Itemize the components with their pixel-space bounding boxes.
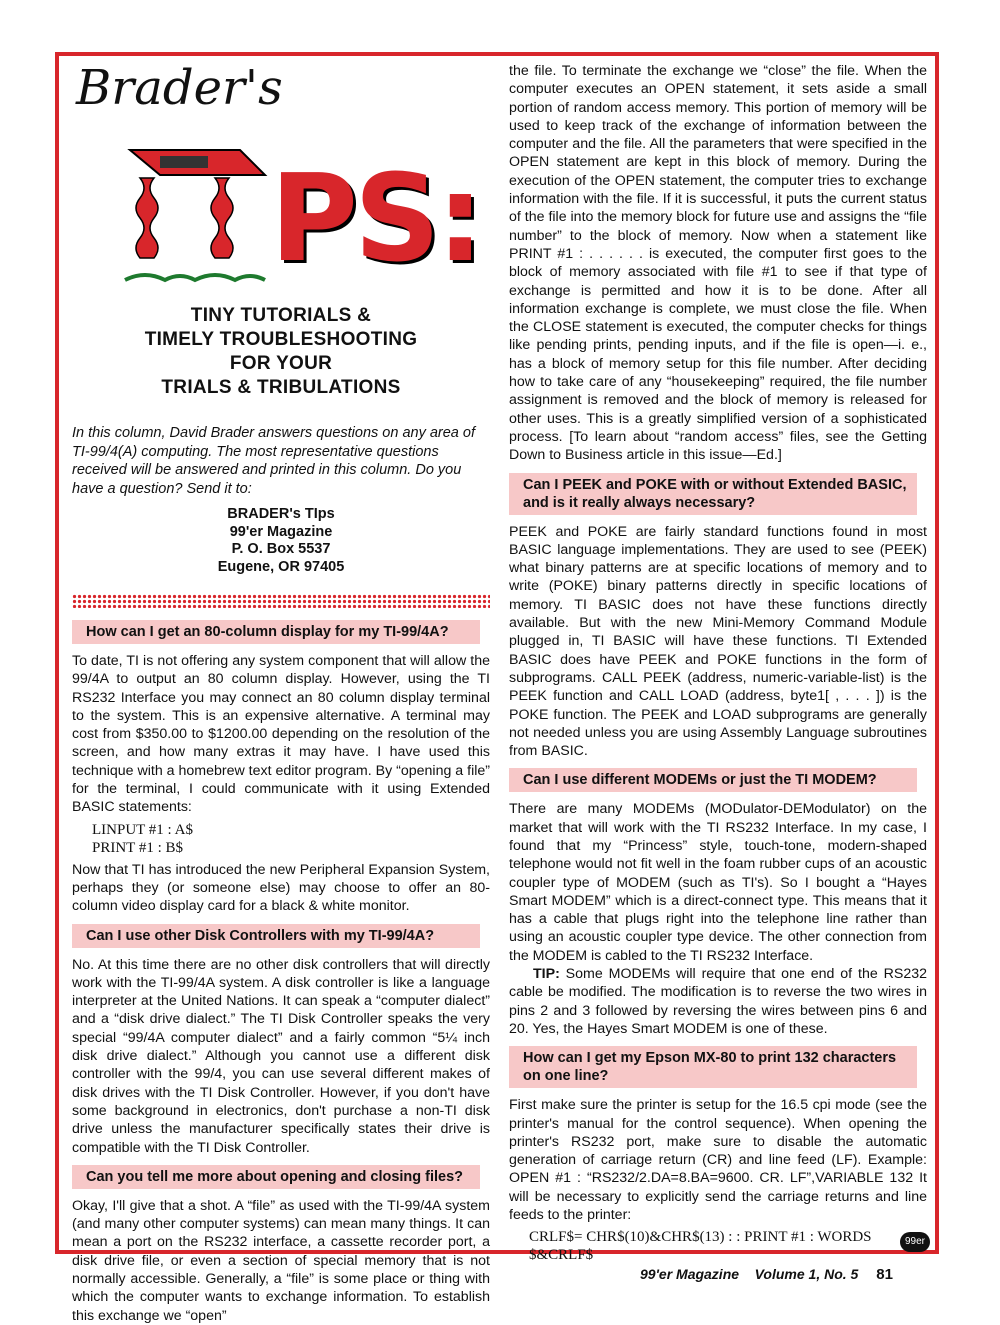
code-line: LINPUT #1 : A$ [92, 821, 193, 838]
answer-paragraph: No. At this time there are no other disk controllers that will directly work with the TI-99/4A system. A disk controller is like a language interpreter at the United Nations. It can speak a “computer dialect” and a “disk drive dialect.” The TI Disk Controller speaks the very special “99/4A computer dialect” and a fairly common “5¼ inch disk drive dialect.” Although you cannot use a different disk controller with the 99/4, you can use several different makes of disk drives with the TI Disk Controller. However, if you don't have some background in electronics, don't purchase a non-TI disk drive unless the manufacturer specifically states their drive is compatible with the TI Disk Controller. [72, 956, 490, 1156]
answer-paragraph: To date, TI is not offering any system component that will allow the 99/4A to output an 80 column display. However, using the TI RS232 Interface you may connect an 80 column display terminal to the system. This is an expensive alternative. A terminal may cost from $350.00 to $1200.00 depending on the resolution of the screen, and how many extras it may have. I have used this technique with a homebrew text editor program. By “opening a file” for the terminal, I could communicate with it using Extended BASIC statements: [72, 653, 490, 816]
address-line: P. O. Box 5537 [231, 541, 331, 557]
tip-label: TIP: [533, 966, 560, 983]
address-line: 99'er Magazine [229, 523, 333, 540]
tagline-line: TIMELY TROUBLESHOOTING [144, 329, 418, 350]
page-footer [640, 1266, 893, 1283]
footer-volume: Volume 1, No. 5 [754, 1266, 859, 1282]
code-line: $&CRLF$ [529, 1247, 594, 1264]
answer-paragraph: PEEK and POKE are fairly standard functions found in most BASIC language implementations. They are used to see (PEEK) what binary patterns are at specific locations of memory and to write (POKE) binary patterns directly in specific locations of memory. TI BASIC does not have these functions directly available. But with the new Mini-Memory Command Module plugged in, TI BASIC will have these functions. TI Extended BASIC does have PEEK and POKE functions in the form of subprograms. CALL PEEK (address, numeric-variable-list) is the PEEK function and CALL LOAD (address, byte1[ , . . . ]) is the POKE function. The PEEK and LOAD subprograms are generally not needed unless you are using Assembly Language subroutines from BASIC. [509, 523, 927, 760]
tagline-line: TRIALS & TRIBULATIONS [161, 377, 401, 398]
page-number: 81 [876, 1266, 893, 1283]
left-column [72, 62, 490, 1325]
mailing-address [72, 506, 490, 576]
answer-paragraph: First make sure the printer is setup for the 16.5 cpi mode (see the printer's manual for the control sequence). When opening the printer's RS232 port, make sure to disable the automatic generation of carriage return (CR) and line feed (LF). Example: OPEN #1 : “RS232/2.DA=8.BA=9600. CR. LF”,VARIABLE 132 It will be necessary to explicitly send the carriage returns and line feeds to the printer: [509, 1097, 927, 1224]
magazine-badge-icon: 99er [900, 1232, 930, 1252]
address-line: Eugene, OR 97405 [217, 558, 345, 575]
question-heading: How can I get my Epson MX-80 to print 132 characters on one line? [509, 1046, 917, 1088]
column-tagline [72, 304, 490, 400]
answer-paragraph: Now that TI has introduced the new Peripheral Expansion System, perhaps they (or someone else) may choose to offer an 80-column video display card for a black & white monitor. [72, 861, 490, 915]
ps-logo-text: PS: [270, 150, 481, 289]
code-line: CRLF$= CHR$(10)&CHR$(13) : : PRINT #1 : WORDS [529, 1229, 872, 1246]
answer-paragraph: There are many MODEMs (MODulator-DEModulator) on the market that will work with the TI RS232 Interface. In my case, I found that my “Princess” style, touch-tone, modern-shaped telephone would not fit well in the foam rubber cups of an acoustic coupler type of MODEM (such as TI's). So I bought a “Hayes Smart MODEM” which is a direct-connect type. This means that it has a cable that plugs right into the telephone line rather than using an acoustic coupler type device. The other connection from the MODEM is cabled to the TI RS232 Interface. [509, 801, 927, 964]
tip-paragraph [509, 965, 927, 1038]
code-block [529, 1228, 927, 1264]
tip-text: Some MODEMs will require that one end of the RS232 cable be modified. The modification is to reverse the two wires in pins 2 and 3 followed by reversing the wires between pins 6 and 20. Yes, the Hayes Smart MODEM is one of these. [509, 966, 927, 1037]
tagline-line: FOR YOUR [229, 353, 333, 374]
code-line: PRINT #1 : B$ [92, 839, 183, 856]
tagline-line: TINY TUTORIALS & [190, 305, 372, 326]
question-heading: Can you tell me more about opening and closing files? [72, 1165, 480, 1189]
right-column [509, 62, 927, 1268]
dotted-divider [72, 594, 490, 608]
code-block [92, 821, 490, 857]
brader-logo: Brader's [76, 60, 283, 116]
intro-paragraph: In this column, David Brader answers questions on any area of TI-99/4(A) computing. The most representative questions received will be answered and printed in this column. Do you have a question? Send it to: [72, 425, 475, 497]
question-heading: How can I get an 80-column display for my TI-99/4A? [72, 620, 480, 644]
answer-paragraph: the file. To terminate the exchange we “close” the file. When the computer executes an OPEN statement, it sets aside a small portion of random access memory. This portion of memory will be used to keep track of the exchange of information between the computer and the file. All the parameters that were specified in the OPEN statement are kept in this block of memory. During the execution of the OPEN statement, the computer tries to exchange information with the file. If it is successful, it puts the current status of the file into the memory block for future use and assigns the “file number” to the block of memory. Now when a statement like PRINT #1 : . . . . . . is executed, the computer first goes to the block of memory associated with file #1 to see if that type of exchange is permitted and how it is to be done. After all information exchange is complete, we must close the file. When the CLOSE statement is executed, the computer checks for things like pending prints, pending inputs, and if the file is open—i. e., has a block of memory setup for this file number. After deciding how to take care of any “housekeeping” required, the file number assignment is removed and the block of memory is released for other uses. This is a greatly simplified version of a sophisticated process. [To learn about “random access” files, see the Getting Down to Business article in this issue—Ed.] [509, 63, 927, 464]
tips-logo [120, 120, 490, 290]
question-heading: Can I use different MODEMs or just the TI MODEM? [509, 768, 917, 792]
ti-computer-logo-icon [120, 120, 270, 290]
question-heading: Can I use other Disk Controllers with my TI-99/4A? [72, 924, 480, 948]
question-heading: Can I PEEK and POKE with or without Extended BASIC, and is it really always necessary? [509, 473, 917, 515]
address-line: BRADER's TIps [227, 506, 335, 522]
answer-paragraph: Okay, I'll give that a shot. A “file” as used with the TI-99/4A system (and many other computer systems) can mean many things. It can mean a port on the RS232 interface, a cassette recorder port, a disk drive file, or even a section of special memory that is not normally accessible. Generally, a “file” is some place or thing with which the computer wants to exchange information. To establish this exchange we “open” [72, 1197, 490, 1324]
footer-magazine: 99'er Magazine [640, 1266, 740, 1282]
